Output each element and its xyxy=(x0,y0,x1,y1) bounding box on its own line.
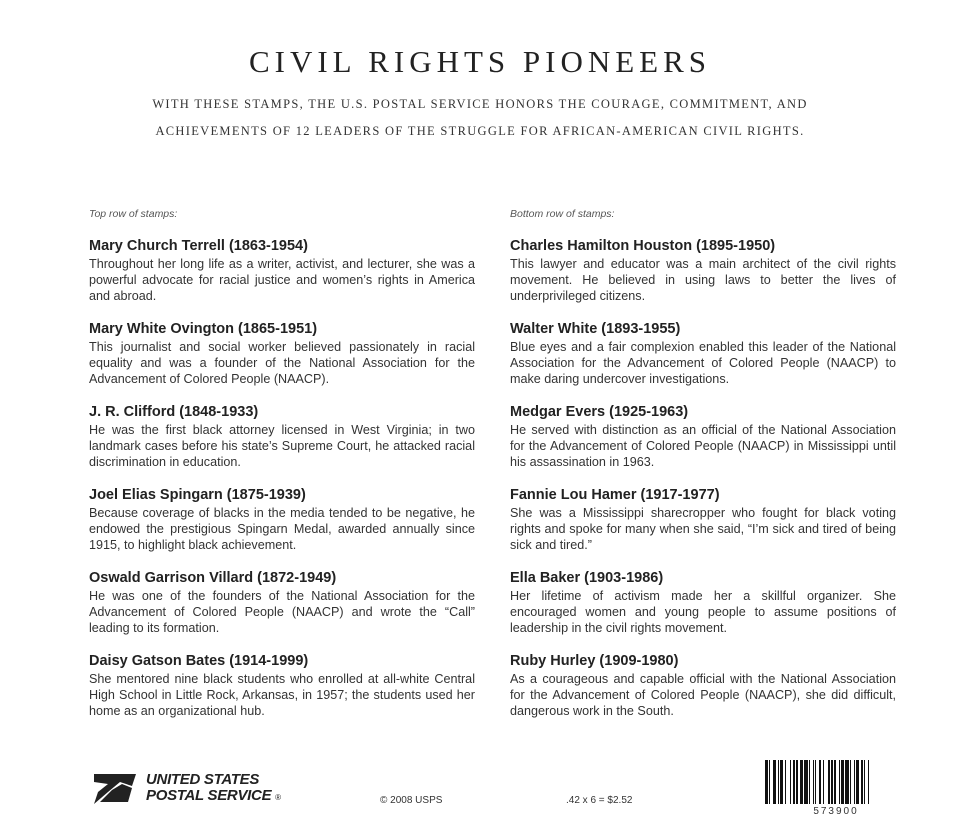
stamp-description: Blue eyes and a fair complexion enabled this leader of the National Association for the Advancement of Colored People (NAACP) to make daring undercover investigations. xyxy=(510,340,896,386)
stamp-description: As a courageous and capable official with the National Association for the Advancement of Colored People (NAACP), she did difficult, dangerous work in the South. xyxy=(510,672,896,718)
stamp-entry xyxy=(89,237,475,304)
stamp-description: Her lifetime of activism made her a skillful organizer. She encouraged women and young people to assume positions of leadership in the civil rights movement. xyxy=(510,589,896,635)
barcode xyxy=(765,760,907,817)
stamp-description: This lawyer and educator was a main architect of the civil rights movement. He believed in using laws to better the lives of underprivileged citizens. xyxy=(510,257,896,303)
top-row-label: Top row of stamps: xyxy=(89,208,178,220)
page-title: CIVIL RIGHTS PIONEERS xyxy=(248,44,712,79)
usps-line-2: POSTAL SERVICE xyxy=(146,787,272,804)
stamp-entry xyxy=(89,320,475,387)
stamp-entry xyxy=(510,569,896,636)
barcode-number: 573900 xyxy=(813,806,859,817)
registered-mark: ® xyxy=(275,793,281,802)
usps-logo xyxy=(90,772,281,806)
stamp-description: He was the first black attorney licensed in West Virginia; in two landmark cases before his state’s Supreme Court, he attacked racial discrimination in education. xyxy=(89,423,475,469)
stamp-name: Ruby Hurley (1909-1980) xyxy=(510,653,679,669)
stamp-entry xyxy=(89,569,475,636)
stamp-name: Daisy Gatson Bates (1914-1999) xyxy=(89,653,309,669)
bottom-row-column xyxy=(510,208,896,735)
stamp-description: He served with distinction as an official of the National Association for the Advancement of Colored People (NAACP) in Mississippi until his assassination in 1963. xyxy=(510,423,896,469)
stamp-description: Because coverage of blacks in the media tended to be negative, he endowed the prestigious Spingarn Medal, awarded annually since 1915, to highlight black achievement. xyxy=(89,506,475,552)
stamp-entry xyxy=(510,403,896,470)
stamp-description: This journalist and social worker believed passionately in racial equality and was a founder of the National Association for the Advancement of Colored People (NAACP). xyxy=(89,340,475,386)
stamp-name: J. R. Clifford (1848-1933) xyxy=(89,404,259,420)
price: .42 x 6 = $2.52 xyxy=(566,795,633,806)
stamp-entry xyxy=(510,486,896,553)
stamp-description: He was one of the founders of the National Association for the Advancement of Colored People (NAACP) and wrote the “Call” leading to its formation. xyxy=(89,589,475,635)
barcode-bar xyxy=(869,760,872,804)
stamp-entry xyxy=(89,486,475,553)
barcode-bars xyxy=(765,760,907,804)
usps-line-1: UNITED STATES xyxy=(146,771,260,788)
stamp-entry xyxy=(510,237,896,304)
stamp-name: Medgar Evers (1925-1963) xyxy=(510,404,689,420)
subtitle-line-1: WITH THESE STAMPS, THE U.S. POSTAL SERVICE HONORS THE COURAGE, COMMITMENT, AND xyxy=(152,97,808,111)
stamp-name: Charles Hamilton Houston (1895-1950) xyxy=(510,238,776,254)
stamp-description: She mentored nine black students who enrolled at all-white Central High School in Little Rock, Arkansas, in 1957; the students used her home as an organizational hub. xyxy=(89,672,475,718)
stamp-description: She was a Mississippi sharecropper who fought for black voting rights and spoke for many when she said, “I’m sick and tired of being sick and tired.” xyxy=(510,506,896,552)
eagle-icon xyxy=(90,772,138,806)
stamp-description: Throughout her long life as a writer, activist, and lecturer, she was a powerful advocate for racial justice and women’s rights in America and abroad. xyxy=(89,257,475,303)
stamp-name: Fannie Lou Hamer (1917-1977) xyxy=(510,487,720,503)
stamp-name: Ella Baker (1903-1986) xyxy=(510,570,664,586)
stamp-name: Oswald Garrison Villard (1872-1949) xyxy=(89,570,337,586)
stamp-name: Mary Church Terrell (1863-1954) xyxy=(89,238,308,254)
stamp-entry xyxy=(510,320,896,387)
stamp-name: Joel Elias Spingarn (1875-1939) xyxy=(89,487,306,503)
subtitle-line-2: ACHIEVEMENTS OF 12 LEADERS OF THE STRUGGLE FOR AFRICAN-AMERICAN CIVIL RIGHTS. xyxy=(155,124,805,138)
top-row-column xyxy=(89,208,475,735)
stamp-entry xyxy=(89,652,475,719)
stamp-entry xyxy=(89,403,475,470)
bottom-row-label: Bottom row of stamps: xyxy=(510,208,615,220)
stamp-entry xyxy=(510,652,896,719)
stamp-name: Mary White Ovington (1865-1951) xyxy=(89,321,318,337)
copyright: © 2008 USPS xyxy=(380,795,443,806)
stamp-name: Walter White (1893-1955) xyxy=(510,321,681,337)
